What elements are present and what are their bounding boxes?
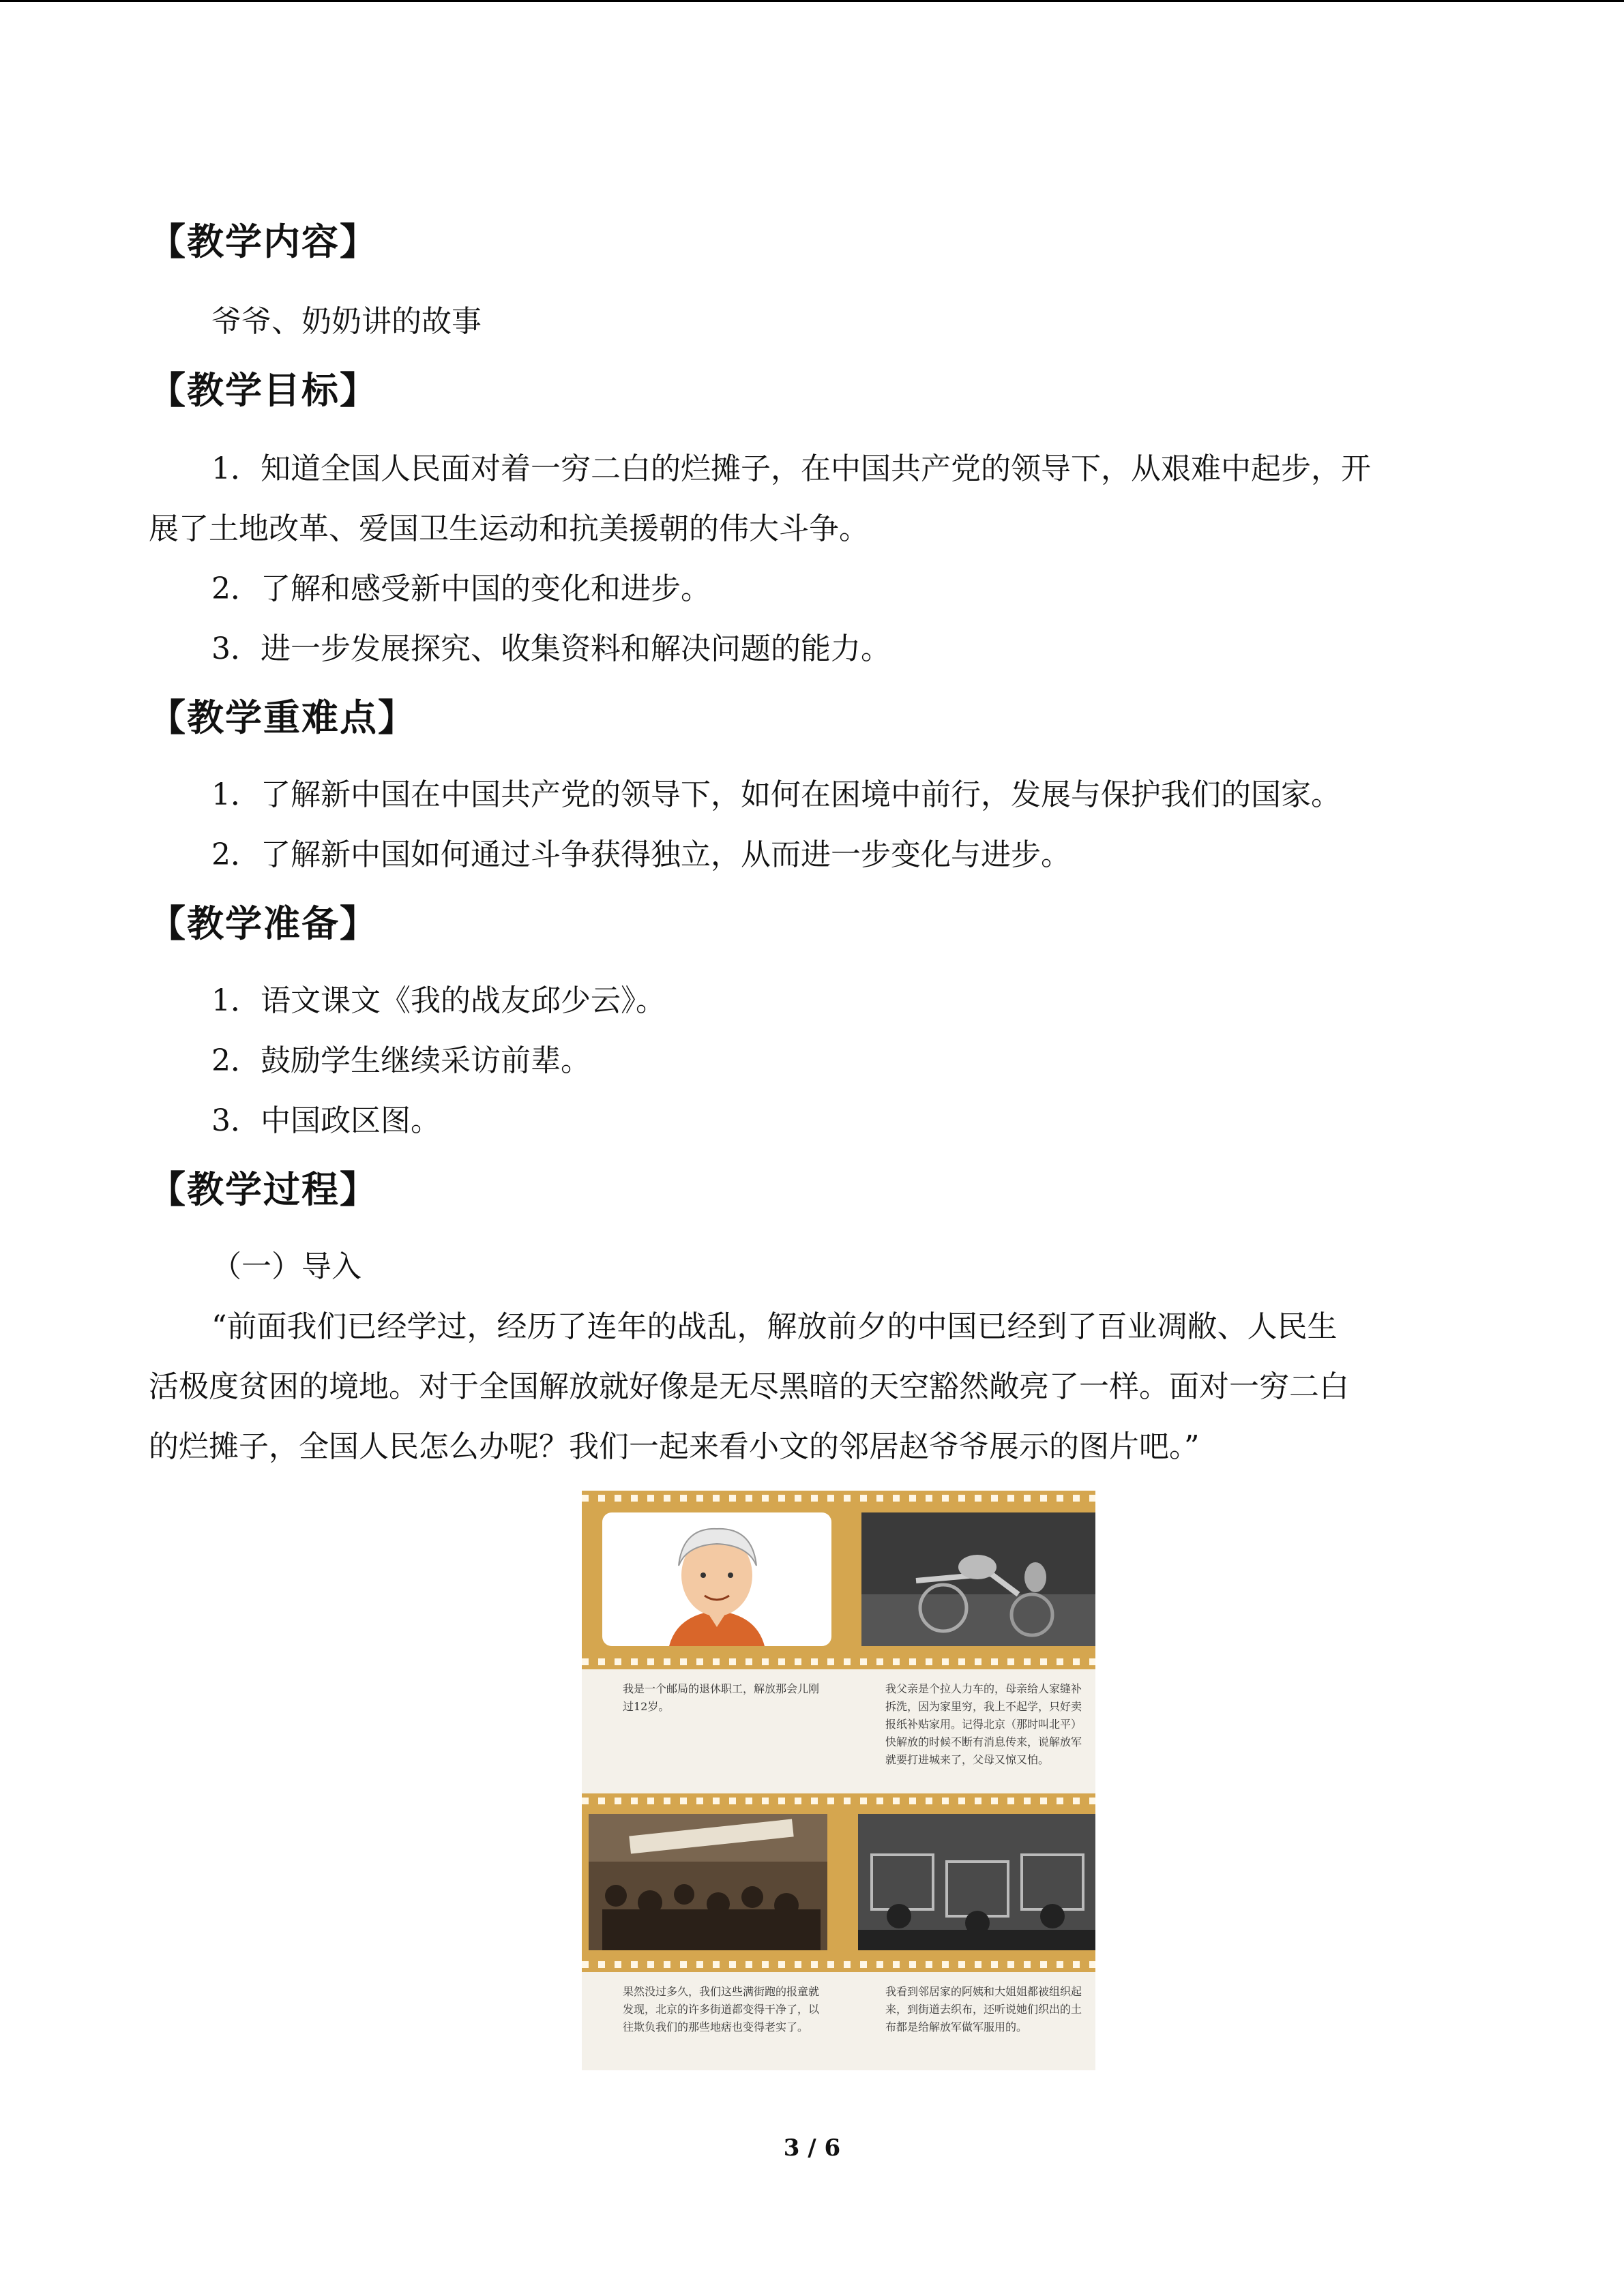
preparation-2: 2．鼓励学生继续采访前辈。 [211,1043,591,1078]
page-number: 3 / 6 [783,2134,841,2162]
teaching-content-text: 爷爷、奶奶讲的故事 [211,304,482,339]
key-point-2: 2．了解新中国如何通过斗争获得独立，从而进一步变化与进步。 [211,837,1071,872]
process-intro-line-1: “前面我们已经学过，经历了连年的战乱，解放前夕的中国已经到了百业凋敝、人民生 [211,1309,1338,1344]
caption-2: 我父亲是个拉人力车的，母亲给人家缝补拆洗，因为家里穷，我上不起学，只好卖报纸补贴家用。记得北京（那时叫北平）快解放的时候不断有消息传来，说解放军就要打进城来了，父母又惊又怕。 [885,1682,1082,1766]
preparation-1: 1．语文课文《我的战友邱少云》。 [211,983,666,1018]
film-strip-bottom [582,1793,1095,1972]
street-crowd-photo [589,1814,827,1950]
caption-1: 我是一个邮局的退休职工，解放那会儿刚过12岁。 [623,1682,820,1713]
heading-process: 【教学过程】 [149,1167,378,1211]
process-intro-line-2: 活极度贫困的境地。对于全国解放就好像是无尽黑暗的天空豁然敞亮了一样。面对一穷二白 [149,1369,1349,1404]
key-point-1: 1．了解新中国在中国共产党的领导下，如何在困境中前行，发展与保护我们的国家。 [211,777,1341,812]
process-intro-line-3: 的烂摊子，全国人民怎么办呢？我们一起来看小文的邻居赵爷爷展示的图片吧。” [149,1429,1200,1464]
heading-teaching-content: 【教学内容】 [149,220,378,263]
heading-key-points: 【教学重难点】 [149,696,416,739]
objective-3: 3．进一步发展探究、收集资料和解决问题的能力。 [211,631,891,666]
film-strip-top [582,1491,1095,1669]
caption-3: 果然没过多久，我们这些满街跑的报童就发现，北京的许多街道都变得干净了，以往欺负我们的那些地痞也变得老实了。 [623,1985,820,2033]
heading-preparation: 【教学准备】 [149,901,378,945]
objective-2: 2．了解和感受新中国的变化和进步。 [211,571,711,606]
grandpa-portrait [602,1512,831,1646]
textbook-illustration [582,1491,1095,2070]
rickshaw-photo [861,1512,1095,1646]
weaving-workers-photo [858,1814,1095,1950]
objective-1-line-2: 展了土地改革、爱国卫生运动和抗美援朝的伟大斗争。 [149,511,869,546]
preparation-3: 3．中国政区图。 [211,1103,441,1138]
caption-4: 我看到邻居家的阿姨和大姐姐都被组织起来，到街道去织布，还听说她们织出的土布都是给解放军做军服用的。 [885,1985,1082,2033]
heading-teaching-objectives: 【教学目标】 [149,368,378,412]
process-sub-intro: （一）导入 [211,1249,361,1284]
objective-1-line-1: 1．知道全国人民面对着一穷二白的烂摊子，在中国共产党的领导下，从艰难中起步，开 [211,451,1371,486]
